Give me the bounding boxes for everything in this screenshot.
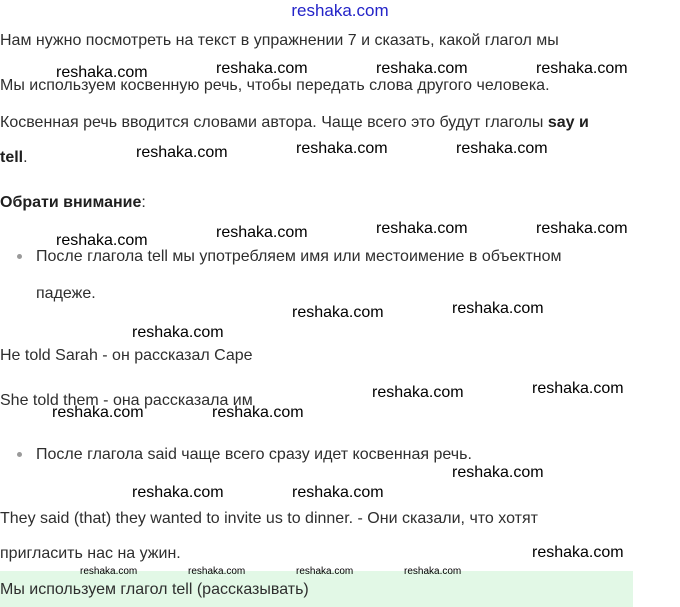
example-told-them: She told them - она рассказала им: [0, 392, 253, 409]
paragraph-tell-line: [0, 148, 28, 168]
watermark: reshaka.com: [532, 544, 624, 561]
bullet-dot-1: [17, 254, 22, 259]
watermark: reshaka.com: [52, 404, 144, 421]
example-told-sarah: He told Sarah - он рассказал Саре: [0, 347, 253, 364]
paragraph-tell-period: .: [23, 149, 28, 166]
watermark-small: reshaka.com: [296, 566, 354, 577]
watermark: reshaka.com: [216, 60, 308, 77]
paragraph-author-words-text: Косвенная речь вводится словами автора. Чаще всего это будут глаголы: [0, 114, 548, 131]
watermark-small: reshaka.com: [80, 566, 138, 577]
watermark: reshaka.com: [212, 404, 304, 421]
watermark-small: reshaka.com: [188, 566, 246, 577]
bullet-said: После глагола said чаще всего сразу идет косвенная речь.: [36, 446, 472, 463]
note-heading: [0, 193, 146, 213]
example-said-line2: пригласить нас на ужин.: [0, 545, 181, 562]
watermark: reshaka.com: [536, 60, 628, 77]
watermark: reshaka.com: [452, 300, 544, 317]
verb-tell: tell: [0, 149, 24, 166]
bullet-tell-line2: падеже.: [36, 285, 96, 302]
watermark: reshaka.com: [292, 304, 384, 321]
watermark: reshaka.com: [296, 140, 388, 157]
watermark: reshaka.com: [56, 232, 148, 249]
watermark: reshaka.com: [132, 484, 224, 501]
bullet-dot-2: [17, 452, 22, 457]
note-label: Обрати внимание: [0, 194, 142, 211]
answer-text: Мы используем глагол tell (рассказывать): [0, 581, 309, 598]
watermark: reshaka.com: [132, 324, 224, 341]
watermark: reshaka.com: [372, 384, 464, 401]
watermark: reshaka.com: [376, 60, 468, 77]
note-colon: :: [141, 194, 146, 211]
watermark: reshaka.com: [536, 220, 628, 237]
watermark: reshaka.com: [216, 224, 308, 241]
watermark: reshaka.com: [56, 64, 148, 81]
paragraph-indirect-speech: Мы используем косвенную речь, чтобы передать слова другого человека.: [0, 77, 550, 94]
watermark: reshaka.com: [376, 220, 468, 237]
site-header-watermark: reshaka.com: [291, 1, 389, 20]
watermark-small: reshaka.com: [404, 566, 462, 577]
watermark: reshaka.com: [292, 484, 384, 501]
watermark: reshaka.com: [452, 464, 544, 481]
example-said-line1: They said (that) they wanted to invite us to dinner. - Они сказали, что хотят: [0, 510, 538, 527]
watermark: reshaka.com: [136, 144, 228, 161]
paragraph-author-words: [0, 113, 589, 133]
watermark: reshaka.com: [532, 380, 624, 397]
verb-say-and: say и: [547, 114, 589, 131]
watermark: reshaka.com: [456, 140, 548, 157]
bullet-tell-line1: После глагола tell мы употребляем имя или местоимение в объектном: [36, 248, 562, 265]
paragraph-intro: Нам нужно посмотреть на текст в упражнении 7 и сказать, какой глагол мы: [0, 32, 559, 49]
